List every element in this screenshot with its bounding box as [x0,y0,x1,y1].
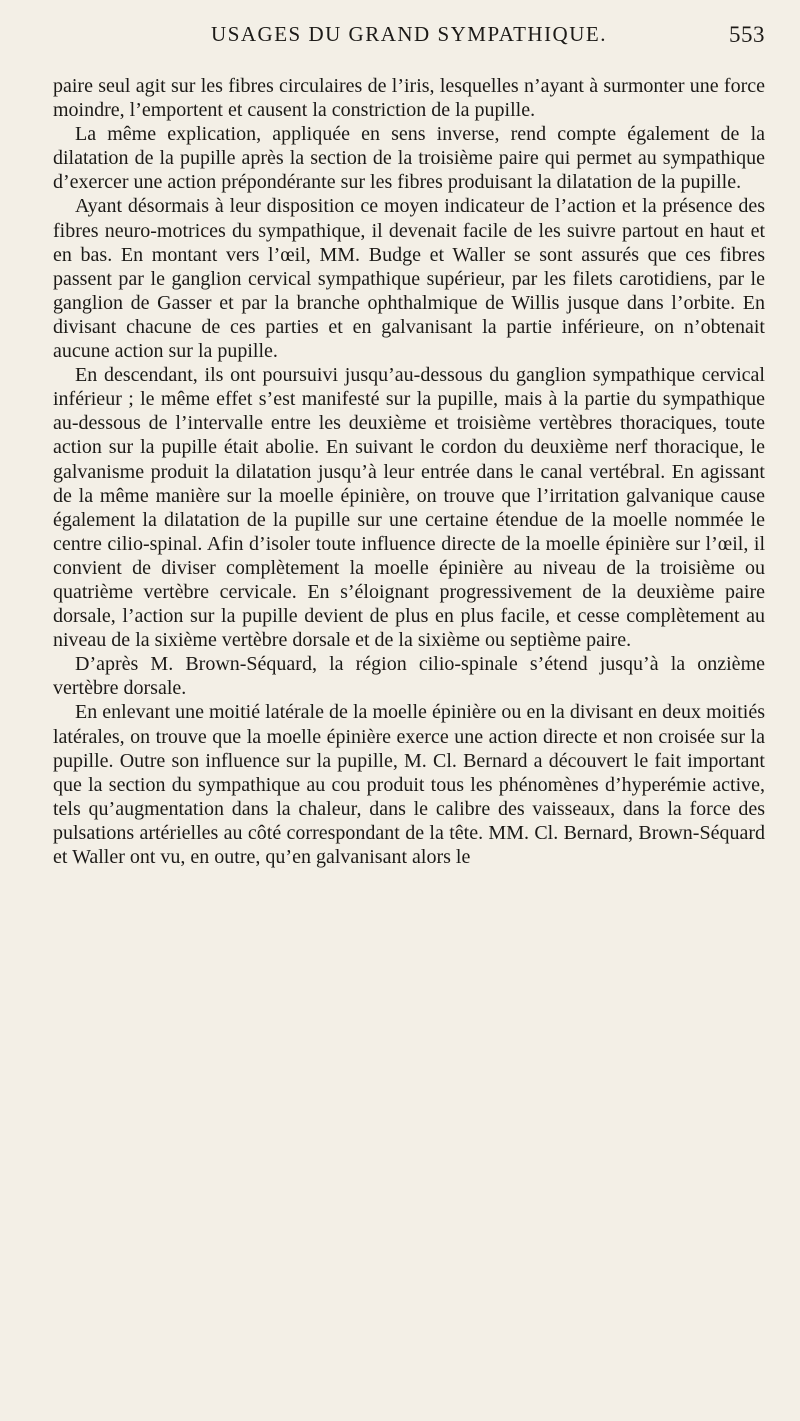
paragraph-continuation: paire seul agit sur les fibres circulaires de l’iris, lesquelles n’ayant à surmonter une force moindre, l’emportent et causent la constriction de la pupille. [53,75,765,122]
body-text [53,74,765,869]
paragraph-descendant: En descendant, ils ont poursuivi jusqu’au-dessous du ganglion sympathique cervical inférieur ; le même effet s’est manifesté sur la pupille, mais à la partie du sympathique au-dessous de l’intervalle entre les deuxième et troisième vertèbres thoraciques, toute action sur la pupille était abolie. En suivant le cordon du deuxième nerf thoracique, le galvanisme produit la dilatation jusqu’à leur entrée dans le canal vertébral. En agissant de la même manière sur la moelle épinière, on trouve que l’irritation galvanique cause également la dilatation de la pupille sur une certaine étendue de la moelle nommée le centre cilio-spinal. Afin d’isoler toute influence directe de la moelle épinière sur l’œil, il convient de diviser complètement la moelle épinière au niveau de la troisième ou quatrième vertèbre cervicale. En s’éloignant progressivement de la deuxième paire dorsale, l’action sur la pupille devient de plus en plus facile, et cesse complètement au niveau de la sixième vertèbre dorsale et de la sixième ou septième paire. [53,364,765,652]
paragraph-explication: La même explication, appliquée en sens inverse, rend compte également de la dilatation de la pupille après la section de la troisième paire qui permet au sympathique d’exercer une action prépondérante sur les fibres produisant la dilatation de la pupille. [53,123,765,194]
paragraph-brown-sequard: D’après M. Brown-Séquard, la région cilio-spinale s’étend jusqu’à la onzième vertèbre dorsale. [53,653,765,700]
page-number: 553 [729,22,765,47]
paragraph-moitie-laterale: En enlevant une moitié latérale de la moelle épinière ou en la divisant en deux moitiés latérales, on trouve que la moelle épinière exerce une action directe et non croisée sur la pupille. Outre son influence sur la pupille, M. Cl. Bernard a découvert le fait important que la section du sympathique au cou produit tous les phénomènes d’hyperémie active, tels qu’augmentation dans la chaleur, dans le calibre des vaisseaux, dans la force des pulsations artérielles au côté correspondant de la tête. MM. Cl. Bernard, Brown-Séquard et Waller ont vu, en outre, qu’en galvanisant alors le [53,701,765,868]
running-title: USAGES DU GRAND SYMPATHIQUE. [211,22,607,46]
running-head [53,22,765,56]
paragraph-montant: Ayant désormais à leur disposition ce moyen indicateur de l’action et la présence des fibres neuro-motrices du sympathique, il devenait facile de les suivre partout en haut et en bas. En montant vers l’œil, MM. Budge et Waller se sont assurés que ces fibres passent par le ganglion cervical sympathique supérieur, par les filets carotidiens, par le ganglion de Gasser et par la branche ophthalmique de Willis jusque dans l’orbite. En divisant chacune de ces parties et en galvanisant la partie inférieure, on n’obtenait aucune action sur la pupille. [53,195,765,363]
